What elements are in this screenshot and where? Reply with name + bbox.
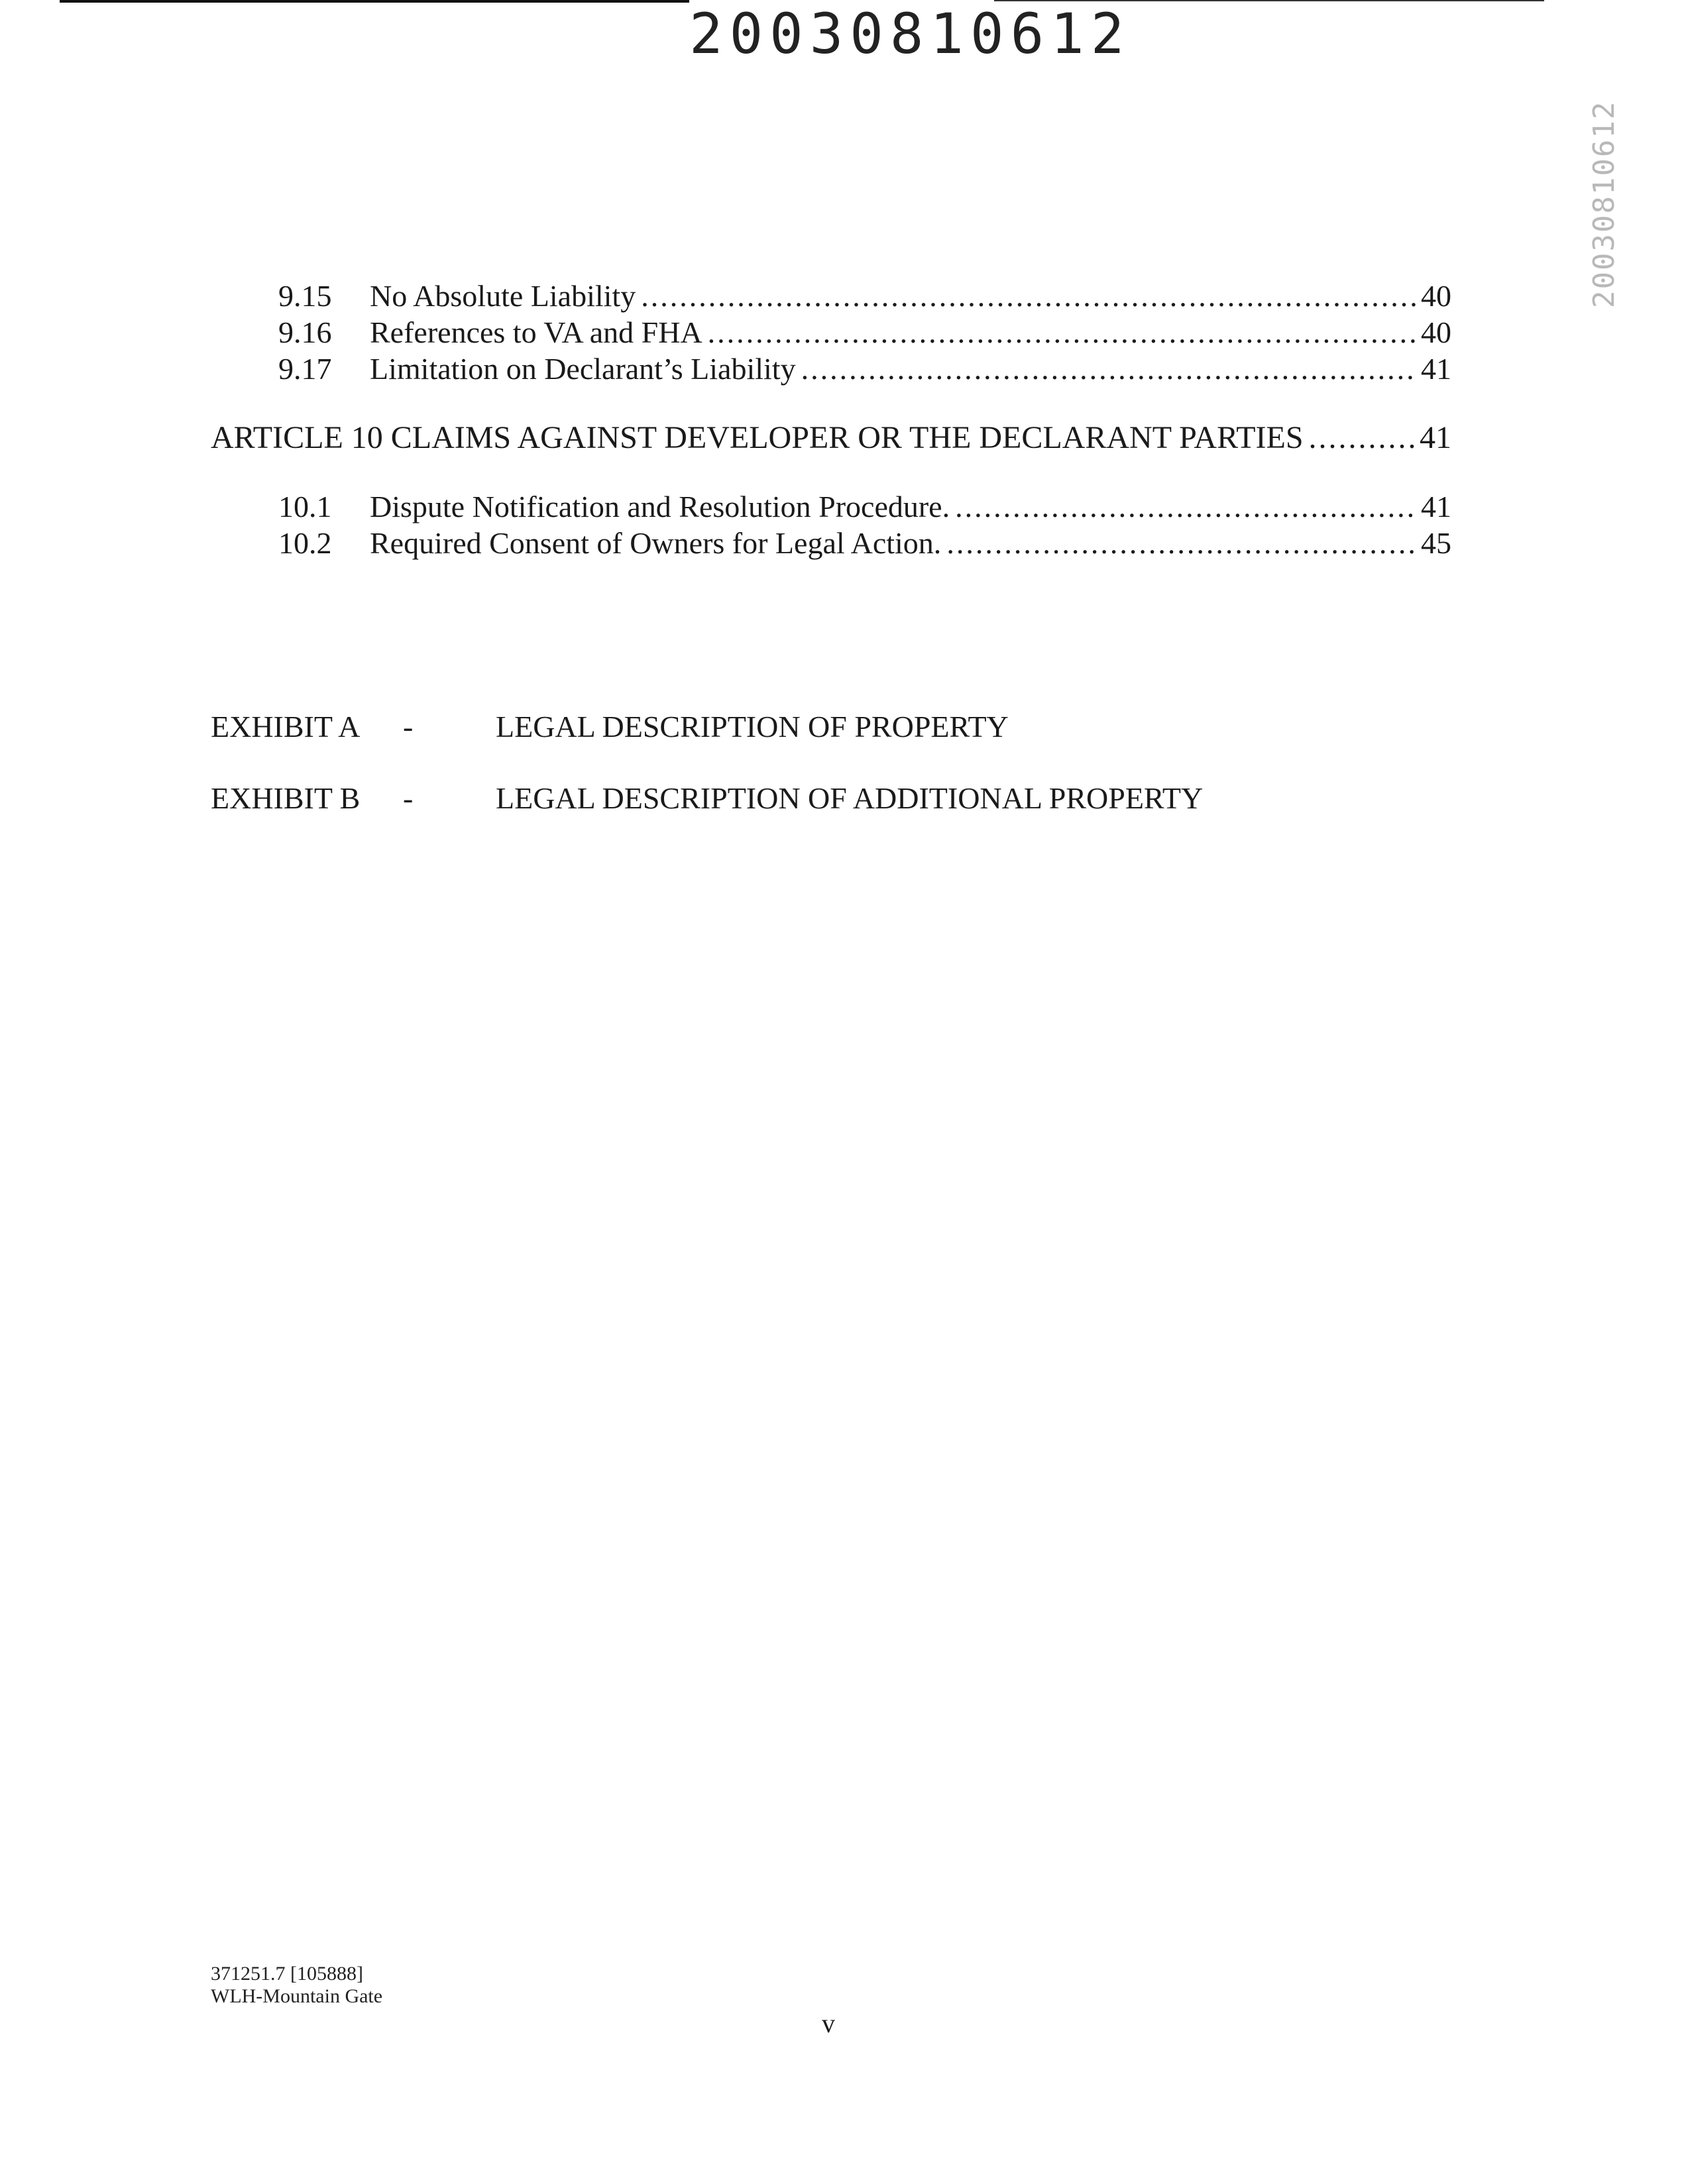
side-stamp: 20030810612	[1587, 100, 1621, 308]
exhibit-row	[211, 709, 1271, 749]
exhibit-dash: -	[403, 710, 414, 743]
toc-entry-title: Required Consent of Owners for Legal Action.	[370, 526, 942, 560]
toc-entry-number: 9.17	[278, 352, 332, 386]
toc-leader-dots	[801, 351, 1416, 386]
toc-entry	[278, 351, 1451, 391]
toc-entry-page: 40	[1421, 315, 1451, 349]
exhibit-dash: -	[403, 781, 414, 815]
document-number: 20030810612	[689, 1, 1131, 66]
toc-entry	[278, 489, 1451, 529]
toc-leader-dots	[955, 489, 1416, 524]
exhibit-label: EXHIBIT B	[211, 781, 361, 815]
toc-entry-page: 40	[1421, 279, 1451, 313]
toc-entry-page: 41	[1421, 490, 1451, 523]
toc-entry-page: 41	[1421, 352, 1451, 386]
footer-doc-id: 371251.7 [105888]	[211, 1963, 363, 1985]
exhibit-description: LEGAL DESCRIPTION OF ADDITIONAL PROPERTY	[496, 781, 1204, 815]
toc-leader-dots	[1309, 419, 1414, 456]
footer-project: WLH-Mountain Gate	[211, 1985, 383, 2007]
exhibit-label: EXHIBIT A	[211, 710, 361, 743]
toc-leader-dots	[946, 525, 1416, 561]
toc-entry-number: 10.2	[278, 526, 332, 560]
toc-entry-title: Limitation on Declarant’s Liability	[370, 352, 796, 386]
toc-leader-dots	[641, 278, 1416, 313]
toc-entry-title: No Absolute Liability	[370, 279, 636, 313]
toc-entry	[278, 525, 1451, 565]
article-title: ARTICLE 10 CLAIMS AGAINST DEVELOPER OR THE DECLARANT PARTIES	[211, 420, 1304, 455]
exhibit-description: LEGAL DESCRIPTION OF PROPERTY	[496, 710, 1009, 743]
toc-entry-number: 9.15	[278, 279, 332, 313]
toc-article-heading	[211, 419, 1451, 459]
page-number: v	[822, 2008, 835, 2038]
toc-entry	[278, 278, 1451, 318]
toc-entry-title: References to VA and FHA	[370, 315, 702, 349]
toc-leader-dots	[708, 315, 1416, 350]
toc-entry	[278, 315, 1451, 355]
toc-entry-number: 9.16	[278, 315, 332, 349]
toc-entry-page: 45	[1421, 526, 1451, 560]
article-page: 41	[1420, 420, 1451, 455]
toc-entry-number: 10.1	[278, 490, 332, 523]
toc-entry-title: Dispute Notification and Resolution Procedure.	[370, 490, 950, 523]
top-rule-left	[60, 0, 689, 3]
exhibit-row	[211, 781, 1271, 820]
